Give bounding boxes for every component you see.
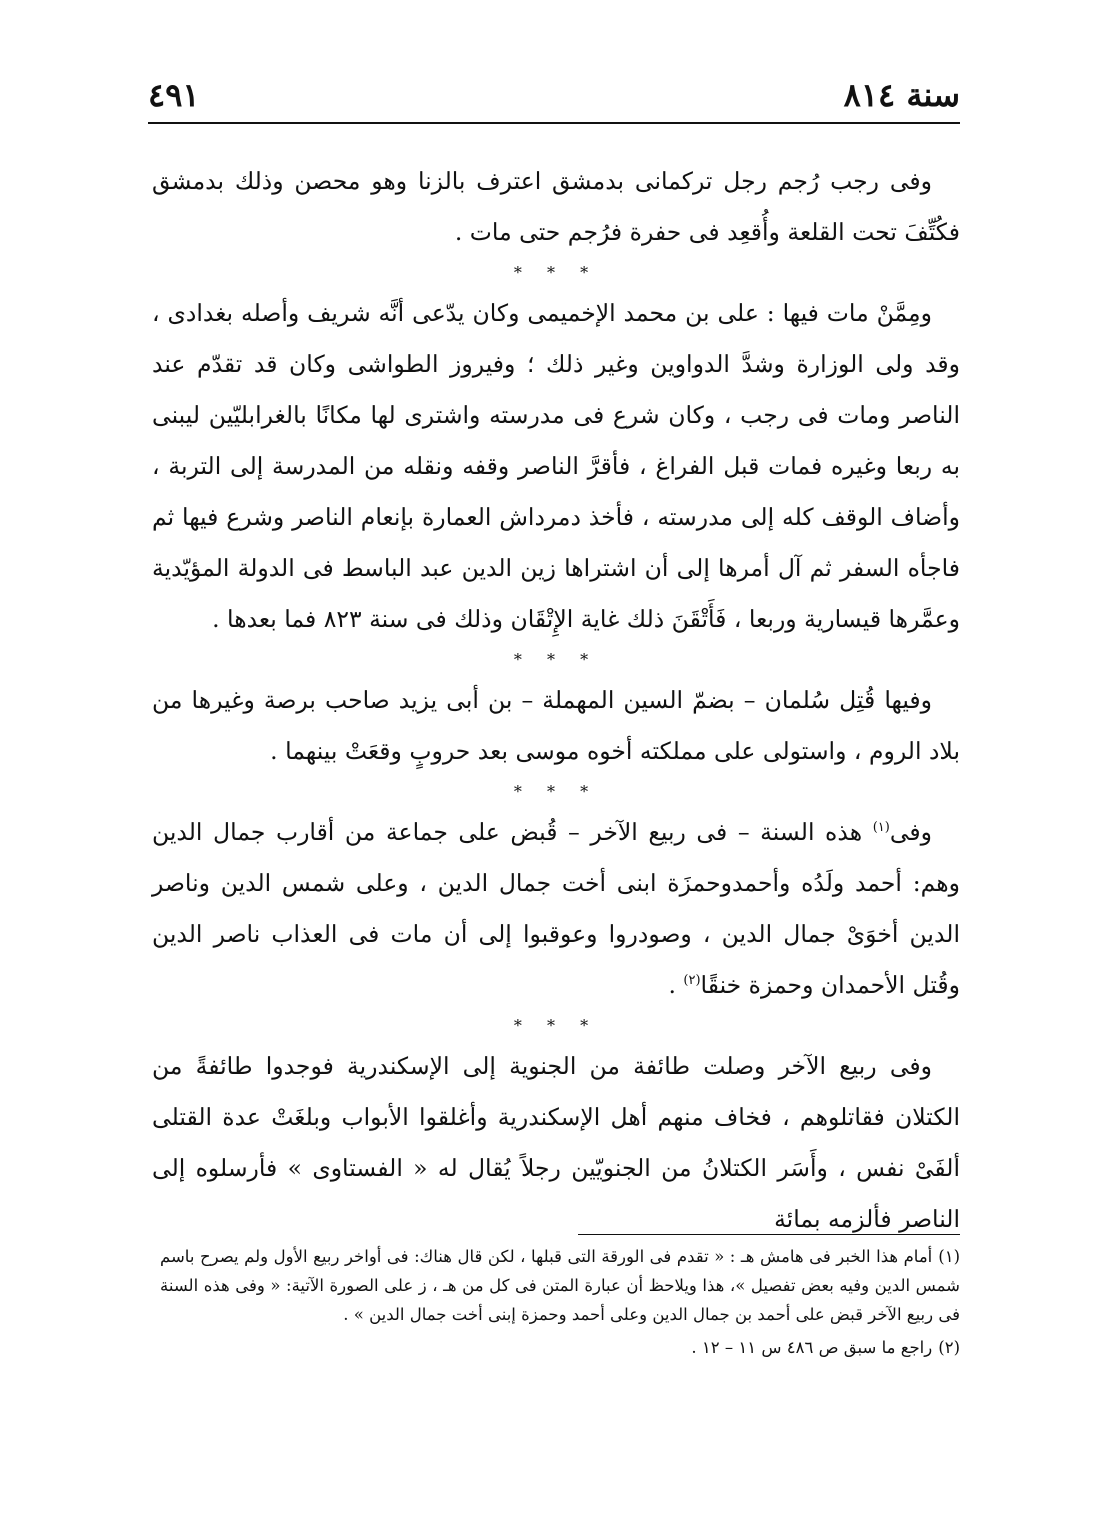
section-separator: * * * <box>513 1016 599 1035</box>
section-separator: * * * <box>513 782 599 801</box>
header-rule <box>148 122 960 124</box>
main-text <box>152 156 960 1245</box>
paragraph-2: ومِمَّنْ مات فيها : على بن محمد الإخميمى وكان يدّعى أنَّه شريف وأصله بغدادى ، وقد ولى الوزارة وشدَّ الدواوين وغير ذلك ؛ وفيروز الطواشى وكان قد تقدّم عند الناصر ومات فى رجب ، وكان شرع فى مدرسته واشترى لها مكانًا بالغرابليّين ليبنى به ربعا وغيره فمات قبل الفراغ ، فأقرَّ الناصر وقفه ونقله من المدرسة إلى التربة ، وأضاف الوقف كله إلى مدرسته ، فأخذ دمرداش العمارة بإنعام الناصر وشرع فيها ثم فاجأه السفر ثم آل أمرها إلى أن اشتراها زين الدين عبد الباسط فى الدولة المؤيّدية وعمَّرها قيسارية وربعا ، فَأَتْقَنَ ذلك غاية الإِتْقَان وذلك فى سنة ٨٢٣ فما بعدها . <box>152 299 960 633</box>
page-header <box>148 70 960 122</box>
running-head-year: سنة ٨١٤ <box>843 76 960 114</box>
page-number: ٤٩١ <box>148 76 200 114</box>
footnote-reference-2: (٢) <box>683 973 701 989</box>
paragraph-5: وفى ربيع الآخر وصلت طائفة من الجنوية إلى الإسكندرية فوجدوا طائفةً من الكتلان فقاتلوهم ، فخاف منهم أهل الإسكندرية وأغلقوا الأبواب وبلغَتْ عدة القتلى ألفَىْ نفس ، وأَسَر الكتلانُ من الجنويّين رجلاً يُقال له « الفستاوى » فأرسلوه إلى الناصر فألزمه بمائة <box>152 1052 960 1233</box>
paragraph-4-lead: وفى <box>889 818 932 846</box>
paragraph-4-text: هذه السنة – فى ربيع الآخر – قُبض على جماعة من أقارب جمال الدين وهم: أحمد ولَدُه وأحمدوحمزَة ابنى أخت جمال الدين ، وعلى شمس الدين وناصر الدين أخوَىْ جمال الدين ، وصودروا وعوقبوا إلى أن مات فى العذاب ناصر الدين وقُتل الأحمدان وحمزة خنقًا <box>152 818 960 999</box>
footnote-1 <box>160 1242 960 1329</box>
footnote-1-mark: (١) <box>938 1247 960 1266</box>
section-separator: * * * <box>513 650 599 669</box>
footnote-2-mark: (٢) <box>938 1338 960 1357</box>
footnote-2-text: راجع ما سبق ص ٤٨٦ س ١١ – ١٢ . <box>691 1338 933 1357</box>
footnote-reference-1: (١) <box>872 820 890 836</box>
paragraph-3: وفيها قُتِل سُلمان – بضمّ السين المهملة – بن أبى يزيد صاحب برصة وغيرها من بلاد الروم ، واستولى على مملكته أخوه موسى بعد حروبٍ وقعَتْ بينهما . <box>152 686 960 765</box>
footnote-2 <box>160 1333 960 1362</box>
paragraph-4 <box>152 807 960 1011</box>
footnote-rule <box>578 1234 960 1235</box>
footnote-1-text: أمام هذا الخبر فى هامش هـ : « تقدم فى الورقة التى قبلها ، لكن قال هناك: فى أواخر ربيع الأول ولم يصرح باسم شمس الدين وفيه بعض تفصيل »، هذا ويلاحظ أن عبارة المتن فى كل من هـ ، ز على الصورة الآتية: « وفى هذه السنة فى ربيع الآخر قبض على أحمد بن جمال الدين وعلى أحمد وحمزة إبنى أخت جمال الدين » . <box>160 1247 960 1324</box>
paragraph-4-end: . <box>668 971 684 999</box>
section-separator: * * * <box>513 263 599 282</box>
footnotes <box>160 1242 960 1366</box>
paragraph-1: وفى رجب رُجم رجل تركمانى بدمشق اعترف بالزنا وهو محصن وذلك بدمشق فكُتِّفَ تحت القلعة وأُقعِد فى حفرة فرُجم حتى مات . <box>152 167 960 246</box>
